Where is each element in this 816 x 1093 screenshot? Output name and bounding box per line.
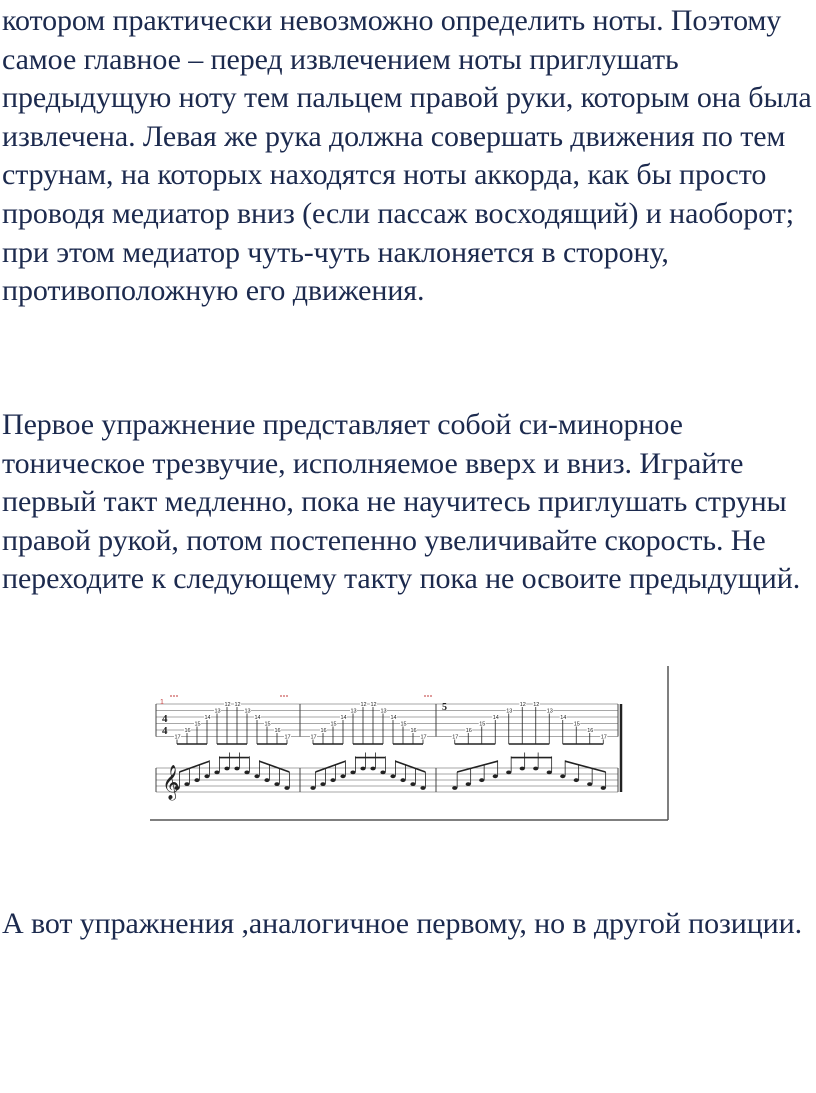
note-beam bbox=[395, 761, 425, 772]
tab-fret-number: 17 bbox=[420, 734, 427, 741]
note-head bbox=[330, 778, 335, 782]
tab-fret-number: 16 bbox=[320, 728, 327, 734]
tab-fret-number: 12 bbox=[360, 702, 367, 708]
tab-fret-number: 16 bbox=[587, 728, 594, 734]
tab-fret-number: 15 bbox=[479, 721, 486, 728]
note-head bbox=[479, 778, 484, 782]
note-head bbox=[466, 782, 471, 786]
tab-fret-number: 17 bbox=[600, 734, 607, 741]
paragraph-second-exercise: А вот упражнения ,аналогичное первому, но в другой позиции. bbox=[2, 907, 802, 940]
note-head bbox=[244, 771, 249, 775]
tablature-notes bbox=[174, 701, 607, 744]
tab-fret-number: 16 bbox=[465, 728, 472, 734]
tab-fret-number: 15 bbox=[264, 721, 271, 728]
note-head bbox=[380, 771, 385, 775]
tab-fret-number: 14 bbox=[390, 715, 397, 721]
tab-fret-number: 15 bbox=[330, 721, 337, 728]
tab-fret-number: 15 bbox=[194, 721, 201, 728]
note-head bbox=[284, 786, 289, 790]
tab-fret-number: 14 bbox=[204, 715, 211, 721]
note-beam bbox=[179, 761, 209, 772]
note-head bbox=[234, 767, 239, 771]
note-head bbox=[310, 786, 315, 790]
notation-notes bbox=[174, 753, 605, 790]
tab-fret-number: 17 bbox=[174, 734, 181, 741]
tab-fret-number: 16 bbox=[184, 728, 191, 734]
note-beam bbox=[259, 761, 289, 772]
note-head bbox=[574, 778, 579, 782]
note-head bbox=[214, 771, 219, 775]
note-head bbox=[601, 786, 606, 790]
note-beam bbox=[315, 761, 345, 772]
tab-fret-number: 14 bbox=[560, 715, 567, 721]
tab-fret-number: 13 bbox=[380, 708, 387, 715]
note-head bbox=[547, 771, 552, 775]
note-head bbox=[274, 782, 279, 786]
note-head bbox=[452, 786, 457, 790]
tab-fret-number: 12 bbox=[370, 702, 377, 708]
tab-fret-number: 12 bbox=[519, 702, 526, 708]
note-head bbox=[254, 774, 259, 778]
tab-fret-number: 12 bbox=[234, 702, 241, 708]
note-head bbox=[194, 778, 199, 782]
tab-fret-number: 17 bbox=[284, 734, 291, 741]
paragraph-first-exercise: Первое упражнение представляет собой си-минорное тоническое трезвучие, исполняемое вверх и вниз. Играйте первый такт медленно, пока не научитесь приглушать струны правой рукой, потом постепенно увеличивайте скорость. Не переходите к следующему такту пока не освоите предыдущий. bbox=[2, 408, 801, 596]
tab-fret-number: 13 bbox=[214, 708, 221, 715]
note-head bbox=[493, 774, 498, 778]
note-head bbox=[410, 782, 415, 786]
tab-time-signature-top: 4 bbox=[162, 713, 168, 725]
tab-fret-number: 12 bbox=[224, 702, 231, 708]
tab-fret-number: 17 bbox=[452, 734, 459, 741]
note-head bbox=[320, 782, 325, 786]
note-head bbox=[400, 778, 405, 782]
note-beam bbox=[457, 761, 498, 772]
note-head bbox=[587, 782, 592, 786]
note-head bbox=[360, 767, 365, 771]
tab-fret-number: 13 bbox=[506, 708, 513, 715]
tab-fret-number: 14 bbox=[492, 715, 499, 721]
measure-number-5: 5 bbox=[442, 702, 447, 713]
paragraph-muting-technique: котором практически невозможно определить ноты. Поэтому самое главное – перед извлечением ноты приглушать предыдущую ноту тем пальцем правой руки, которым она была извлечена. Левая же рука должна совершать движения по тем струнам, на которых находятся ноты аккорда, как бы просто проводя медиатор вниз (если пассаж восходящий) и наоборот; при этом медиатор чуть-чуть наклоняется в сторону, противоположную его движения. bbox=[2, 4, 812, 308]
note-head bbox=[506, 771, 511, 775]
treble-clef-icon: 𝄞 bbox=[162, 765, 180, 800]
note-head bbox=[350, 771, 355, 775]
tab-fret-number: 16 bbox=[410, 728, 417, 734]
tab-fret-number: 15 bbox=[400, 721, 407, 728]
tab-fret-number: 13 bbox=[350, 708, 357, 715]
tab-time-signature-bottom: 4 bbox=[162, 725, 168, 737]
note-head bbox=[420, 786, 425, 790]
note-beam bbox=[565, 761, 606, 772]
tab-fret-number: 13 bbox=[546, 708, 553, 715]
tab-fret-number: 13 bbox=[244, 708, 251, 715]
note-head bbox=[264, 778, 269, 782]
tab-fret-number: 17 bbox=[310, 734, 317, 741]
guitar-tab-exercise-image bbox=[148, 664, 672, 824]
tab-fret-number: 15 bbox=[573, 721, 580, 728]
note-head bbox=[390, 774, 395, 778]
note-head bbox=[224, 767, 229, 771]
note-head bbox=[340, 774, 345, 778]
note-head bbox=[370, 767, 375, 771]
note-head bbox=[184, 782, 189, 786]
tab-fret-number: 14 bbox=[340, 715, 347, 721]
measure-number-1: 1 bbox=[160, 699, 164, 706]
tab-fret-number: 14 bbox=[254, 715, 261, 721]
tab-fret-number: 16 bbox=[274, 728, 281, 734]
note-head bbox=[560, 774, 565, 778]
note-head bbox=[520, 767, 525, 771]
note-head bbox=[204, 774, 209, 778]
note-head bbox=[533, 767, 538, 771]
tab-fret-number: 12 bbox=[533, 702, 540, 708]
